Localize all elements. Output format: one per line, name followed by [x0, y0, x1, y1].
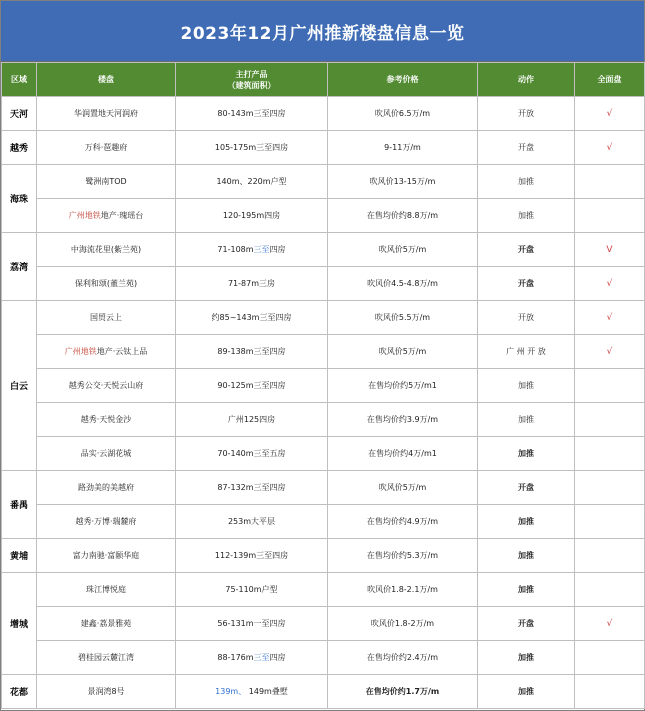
- table-row: [2, 437, 645, 471]
- price-cell: 在售均价约3.9万/m: [328, 403, 478, 437]
- price-cell: 在售均价约4万/m1: [328, 437, 478, 471]
- product-cell: [176, 233, 328, 267]
- project-cell: [37, 437, 176, 471]
- product-text: 149m叠墅: [246, 687, 288, 696]
- district-cell: 白云: [2, 301, 37, 471]
- price-cell: 吹风价4.5-4.8万/m: [328, 267, 478, 301]
- table-row: [2, 97, 645, 131]
- full-decor-cell: [575, 641, 645, 675]
- status-cell: 加推: [478, 573, 575, 607]
- project-cell: [37, 607, 176, 641]
- product-text: 71-87m三房: [227, 279, 276, 288]
- table-row: [2, 301, 645, 335]
- header-status: 动作: [478, 63, 575, 97]
- table-row: [2, 403, 645, 437]
- full-decor-cell: [575, 165, 645, 199]
- project-name: 越秀·万博·瑞麓府: [75, 517, 137, 526]
- project-name-highlight: 广州地铁: [68, 211, 101, 220]
- status-cell: 加推: [478, 165, 575, 199]
- full-decor-cell: √: [575, 97, 645, 131]
- table-row: [2, 131, 645, 165]
- product-cell: [176, 641, 328, 675]
- price-cell: 吹风价5万/m: [328, 335, 478, 369]
- project-name: 中海流花里(紫兰苑): [70, 245, 142, 254]
- project-cell: [37, 97, 176, 131]
- district-cell: 增城: [2, 573, 37, 675]
- price-cell: 在售均价约8.8万/m: [328, 199, 478, 233]
- project-cell: [37, 539, 176, 573]
- table-row: [2, 335, 645, 369]
- table-row: [2, 505, 645, 539]
- district-cell: 天河: [2, 97, 37, 131]
- project-cell: [37, 675, 176, 709]
- product-cell: [176, 97, 328, 131]
- project-name: 地产·云钛上品: [96, 347, 148, 356]
- header-product-line1: 主打产品: [235, 69, 268, 79]
- price-cell: 在售均价约5.3万/m: [328, 539, 478, 573]
- full-decor-cell: [575, 403, 645, 437]
- status-cell: 加推: [478, 505, 575, 539]
- header-price: 参考价格: [328, 63, 478, 97]
- status-cell: 开盘: [478, 131, 575, 165]
- product-cell: [176, 505, 328, 539]
- project-cell: [37, 641, 176, 675]
- product-text: 87-132m三至四房: [217, 483, 286, 492]
- project-name: 万科·琶趣府: [84, 143, 128, 152]
- status-cell: 开放: [478, 301, 575, 335]
- project-name-highlight: 广州地铁: [64, 347, 97, 356]
- full-decor-cell: [575, 369, 645, 403]
- status-cell: 开盘: [478, 607, 575, 641]
- project-cell: [37, 301, 176, 335]
- price-cell: 在售均价约1.7万/m: [328, 675, 478, 709]
- project-cell: [37, 267, 176, 301]
- table-row: [2, 199, 645, 233]
- project-name: 品实·云湖花城: [80, 449, 132, 458]
- status-cell: 开盘: [478, 471, 575, 505]
- full-decor-cell: [575, 199, 645, 233]
- project-name: 地产·瑰瑶台: [100, 211, 144, 220]
- product-cell: [176, 301, 328, 335]
- header-district: 区域: [2, 63, 37, 97]
- product-text: 120-195m四房: [222, 211, 281, 220]
- project-cell: [37, 403, 176, 437]
- project-name: 越秀公交·天悦云山府: [68, 381, 144, 390]
- project-name: 越秀·天悦金沙: [80, 415, 132, 424]
- product-text: 80-143m三至四房: [217, 109, 286, 118]
- price-cell: 在售均价约2.4万/m: [328, 641, 478, 675]
- status-cell: 加推: [478, 199, 575, 233]
- price-cell: 在售均价约4.9万/m: [328, 505, 478, 539]
- project-cell: [37, 573, 176, 607]
- project-cell: [37, 369, 176, 403]
- project-name: 保利和颂(董兰苑): [74, 279, 138, 288]
- project-name: 建鑫·荔景雅苑: [80, 619, 132, 628]
- table-row: [2, 369, 645, 403]
- product-cell: [176, 607, 328, 641]
- full-decor-cell: √: [575, 607, 645, 641]
- project-name: 珠江博悦庭: [86, 585, 126, 594]
- product-text: 75-110m户型: [225, 585, 278, 594]
- project-cell: [37, 165, 176, 199]
- product-cell: [176, 437, 328, 471]
- product-cell: [176, 573, 328, 607]
- full-decor-cell: √: [575, 267, 645, 301]
- full-decor-cell: [575, 505, 645, 539]
- price-cell: 吹风价5万/m: [328, 471, 478, 505]
- header-row: [2, 63, 645, 97]
- price-cell: 吹风价5.5万/m: [328, 301, 478, 335]
- product-text: 约85~143m三至四房: [211, 313, 292, 322]
- table-row: [2, 573, 645, 607]
- project-cell: [37, 199, 176, 233]
- project-name: 碧桂园云麓江湾: [78, 653, 134, 662]
- full-decor-cell: √: [575, 301, 645, 335]
- full-decor-cell: √: [575, 335, 645, 369]
- header-product-line2: （建筑面积）: [227, 80, 276, 90]
- product-text: 70-140m三至五房: [217, 449, 286, 458]
- header-project: 楼盘: [37, 63, 176, 97]
- full-decor-cell: [575, 437, 645, 471]
- status-cell: 加推: [478, 675, 575, 709]
- project-name: 鹭洲南TOD: [85, 177, 127, 186]
- product-text: 89-138m三至四房: [217, 347, 286, 356]
- project-cell: [37, 335, 176, 369]
- product-prefix: 71-108m: [217, 245, 254, 254]
- product-cell: [176, 369, 328, 403]
- project-name: 路劲美的美越府: [78, 483, 134, 492]
- price-cell: 在售均价约5万/m1: [328, 369, 478, 403]
- project-name: 华润置地天河润府: [74, 109, 138, 118]
- price-cell: 吹风价1.8-2.1万/m: [328, 573, 478, 607]
- header-product: [176, 63, 328, 97]
- project-cell: [37, 131, 176, 165]
- product-prefix: 88-176m: [217, 653, 254, 662]
- product-highlight: 139m、: [215, 687, 247, 696]
- full-decor-cell: [575, 539, 645, 573]
- product-text: 广州125四房: [227, 415, 276, 424]
- full-decor-cell: [575, 675, 645, 709]
- full-decor-cell: [575, 471, 645, 505]
- product-text: 90-125m三至四房: [217, 381, 286, 390]
- project-cell: [37, 233, 176, 267]
- table-row: [2, 267, 645, 301]
- product-cell: [176, 403, 328, 437]
- status-cell: 加推: [478, 437, 575, 471]
- product-cell: [176, 471, 328, 505]
- district-cell: 海珠: [2, 165, 37, 233]
- district-cell: 黄埔: [2, 539, 37, 573]
- table-row: [2, 233, 645, 267]
- product-text: 140m、220m户型: [216, 177, 287, 186]
- table-row: [2, 471, 645, 505]
- full-decor-cell: [575, 573, 645, 607]
- table-row: [2, 641, 645, 675]
- table-row: [2, 165, 645, 199]
- district-cell: 番禺: [2, 471, 37, 539]
- project-cell: [37, 471, 176, 505]
- product-highlight: 三至: [253, 245, 270, 254]
- product-highlight: 三至: [253, 653, 270, 662]
- status-cell: 开放: [478, 97, 575, 131]
- product-text: 253m大平层: [227, 517, 276, 526]
- full-decor-cell: √: [575, 131, 645, 165]
- project-name: 景润湾8号: [87, 687, 125, 696]
- status-cell: 加推: [478, 403, 575, 437]
- status-cell: 广 州 开 放: [478, 335, 575, 369]
- project-cell: [37, 505, 176, 539]
- table-row: [2, 539, 645, 573]
- product-cell: [176, 335, 328, 369]
- product-cell: [176, 131, 328, 165]
- product-text: 四房: [269, 653, 286, 662]
- listing-table: [1, 62, 645, 709]
- status-cell: 加推: [478, 369, 575, 403]
- product-text: 105-175m三至四房: [214, 143, 289, 152]
- header-full-decor: 全面盘: [575, 63, 645, 97]
- price-cell: 吹风价6.5万/m: [328, 97, 478, 131]
- product-cell: [176, 539, 328, 573]
- product-cell: [176, 199, 328, 233]
- district-cell: 越秀: [2, 131, 37, 165]
- status-cell: 加推: [478, 641, 575, 675]
- status-cell: 开盘: [478, 233, 575, 267]
- table-row: [2, 607, 645, 641]
- status-cell: 开盘: [478, 267, 575, 301]
- district-cell: 荔湾: [2, 233, 37, 301]
- status-cell: 加推: [478, 539, 575, 573]
- product-cell: [176, 675, 328, 709]
- product-cell: [176, 165, 328, 199]
- price-cell: 9-11万/m: [328, 131, 478, 165]
- project-name: 富力南驰·富颐华庭: [72, 551, 140, 560]
- price-cell: 吹风价5万/m: [328, 233, 478, 267]
- page-title: 2023年12月广州推新楼盘信息一览: [1, 1, 644, 62]
- full-decor-cell: V: [575, 233, 645, 267]
- price-cell: 吹风价13-15万/m: [328, 165, 478, 199]
- product-text: 112-139m三至四房: [214, 551, 289, 560]
- project-name: 国贸云上: [90, 313, 122, 322]
- product-text: 56-131m一至四房: [217, 619, 286, 628]
- district-cell: 花都: [2, 675, 37, 709]
- product-cell: [176, 267, 328, 301]
- product-text: 四房: [269, 245, 286, 254]
- table-row: [2, 675, 645, 709]
- price-cell: 吹风价1.8-2万/m: [328, 607, 478, 641]
